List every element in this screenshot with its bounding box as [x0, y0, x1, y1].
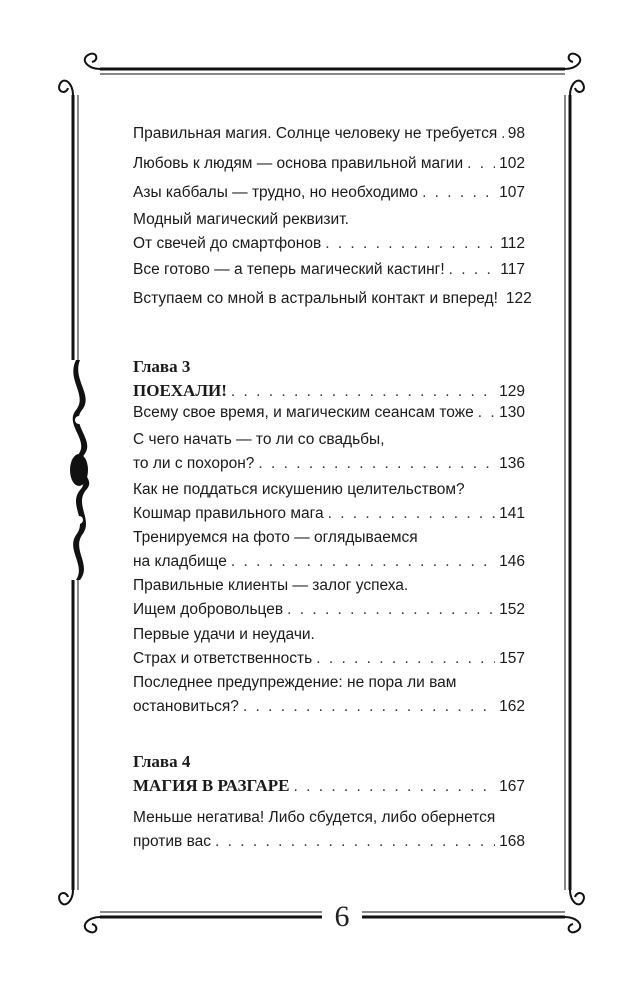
- entry-title: Правильная магия. Солнце человеку не требуется: [133, 125, 498, 142]
- entry-title: Вступаем со мной в астральный контакт и вперед!: [133, 290, 498, 307]
- leader-dots: [501, 122, 504, 146]
- toc-entry[interactable]: [133, 623, 525, 671]
- leader-dots: [467, 152, 495, 176]
- leader-dots: [258, 452, 495, 476]
- entry-page: 107: [499, 184, 525, 201]
- entry-page: 152: [499, 601, 525, 618]
- entry-page: 168: [499, 833, 525, 850]
- entry-page: 112: [500, 235, 525, 252]
- toc-entry[interactable]: [133, 287, 532, 311]
- leader-dots: [478, 401, 495, 425]
- entry-title: Как не поддаться искушению целительством?: [133, 481, 465, 498]
- entry-title: Всему свое время, и магическим сеансам тоже: [133, 404, 474, 421]
- toc-entry[interactable]: [133, 671, 525, 719]
- entry-page: 136: [499, 455, 525, 472]
- entry-title: От свечей до смартфонов: [133, 235, 322, 252]
- chapter-page: 129: [499, 383, 525, 400]
- entry-page: 130: [499, 404, 525, 421]
- chapter-label: Глава 3: [133, 357, 191, 376]
- left-ornament: [68, 360, 89, 580]
- leader-dots: [243, 695, 495, 719]
- toc-entry[interactable]: [133, 258, 525, 282]
- toc-entry[interactable]: [133, 574, 525, 622]
- entry-title: С чего начать — то ли со свадьбы,: [133, 431, 385, 448]
- toc-entry[interactable]: [133, 526, 525, 574]
- toc-entry[interactable]: [133, 152, 525, 176]
- entry-title: Кошмар правильного мага: [133, 505, 324, 522]
- entry-title: Меньше негатива! Либо сбудется, либо обернется: [133, 809, 496, 826]
- toc-entry[interactable]: [133, 122, 525, 146]
- page-number: 6: [322, 897, 362, 937]
- leader-dots: [215, 830, 495, 854]
- chapter-title: ПОЕХАЛИ!: [133, 381, 227, 400]
- entry-page: 122: [505, 290, 532, 307]
- chapter-page: 167: [499, 778, 525, 795]
- entry-page: 117: [500, 261, 525, 278]
- leader-dots: [287, 598, 495, 622]
- entry-title: Азы каббалы — трудно, но необходимо: [133, 184, 419, 201]
- leader-dots: [449, 258, 497, 282]
- entry-title: Первые удачи и неудачи.: [133, 626, 315, 643]
- entry-page: 146: [499, 553, 525, 570]
- leader-dots: [293, 775, 495, 799]
- toc-entry[interactable]: [133, 181, 525, 205]
- entry-title: Страх и ответственность: [133, 650, 313, 667]
- entry-title: против вас: [133, 833, 212, 850]
- leader-dots: [325, 232, 496, 256]
- chapter-title: МАГИЯ В РАЗГАРЕ: [133, 776, 290, 795]
- entry-title: остановиться?: [133, 698, 239, 715]
- entry-title: Все готово — а теперь магический кастинг!: [133, 261, 445, 278]
- toc-entry[interactable]: [133, 806, 525, 854]
- chapter-label: Глава 4: [133, 752, 191, 771]
- entry-page: 162: [499, 698, 525, 715]
- leader-dots: [422, 181, 495, 205]
- entry-page: 102: [499, 155, 525, 172]
- entry-title: Любовь к людям — основа правильной магии: [133, 155, 464, 172]
- entry-title: то ли с похорон?: [133, 455, 255, 472]
- entry-title: на кладбище: [133, 553, 227, 570]
- toc-entry[interactable]: [133, 208, 525, 256]
- toc-entry[interactable]: [133, 478, 525, 526]
- chapter-3-heading[interactable]: [133, 355, 525, 404]
- chapter-4-heading[interactable]: [133, 750, 525, 799]
- entry-page: 141: [499, 505, 525, 522]
- entry-title: Последнее предупреждение: не пора ли вам: [133, 674, 457, 691]
- toc-entry[interactable]: [133, 401, 525, 425]
- entry-title: Ищем добровольцев: [133, 601, 284, 618]
- entry-page: 157: [499, 650, 525, 667]
- entry-title: Тренируемся на фото — оглядываемся: [133, 529, 418, 546]
- entry-page: 98: [507, 125, 525, 142]
- leader-dots: [231, 550, 495, 574]
- entry-title: Правильные клиенты — залог успеха.: [133, 577, 409, 594]
- leader-dots: [316, 647, 495, 671]
- entry-title: Модный магический реквизит.: [133, 211, 349, 228]
- leader-dots: [328, 502, 496, 526]
- toc-entry[interactable]: [133, 428, 525, 476]
